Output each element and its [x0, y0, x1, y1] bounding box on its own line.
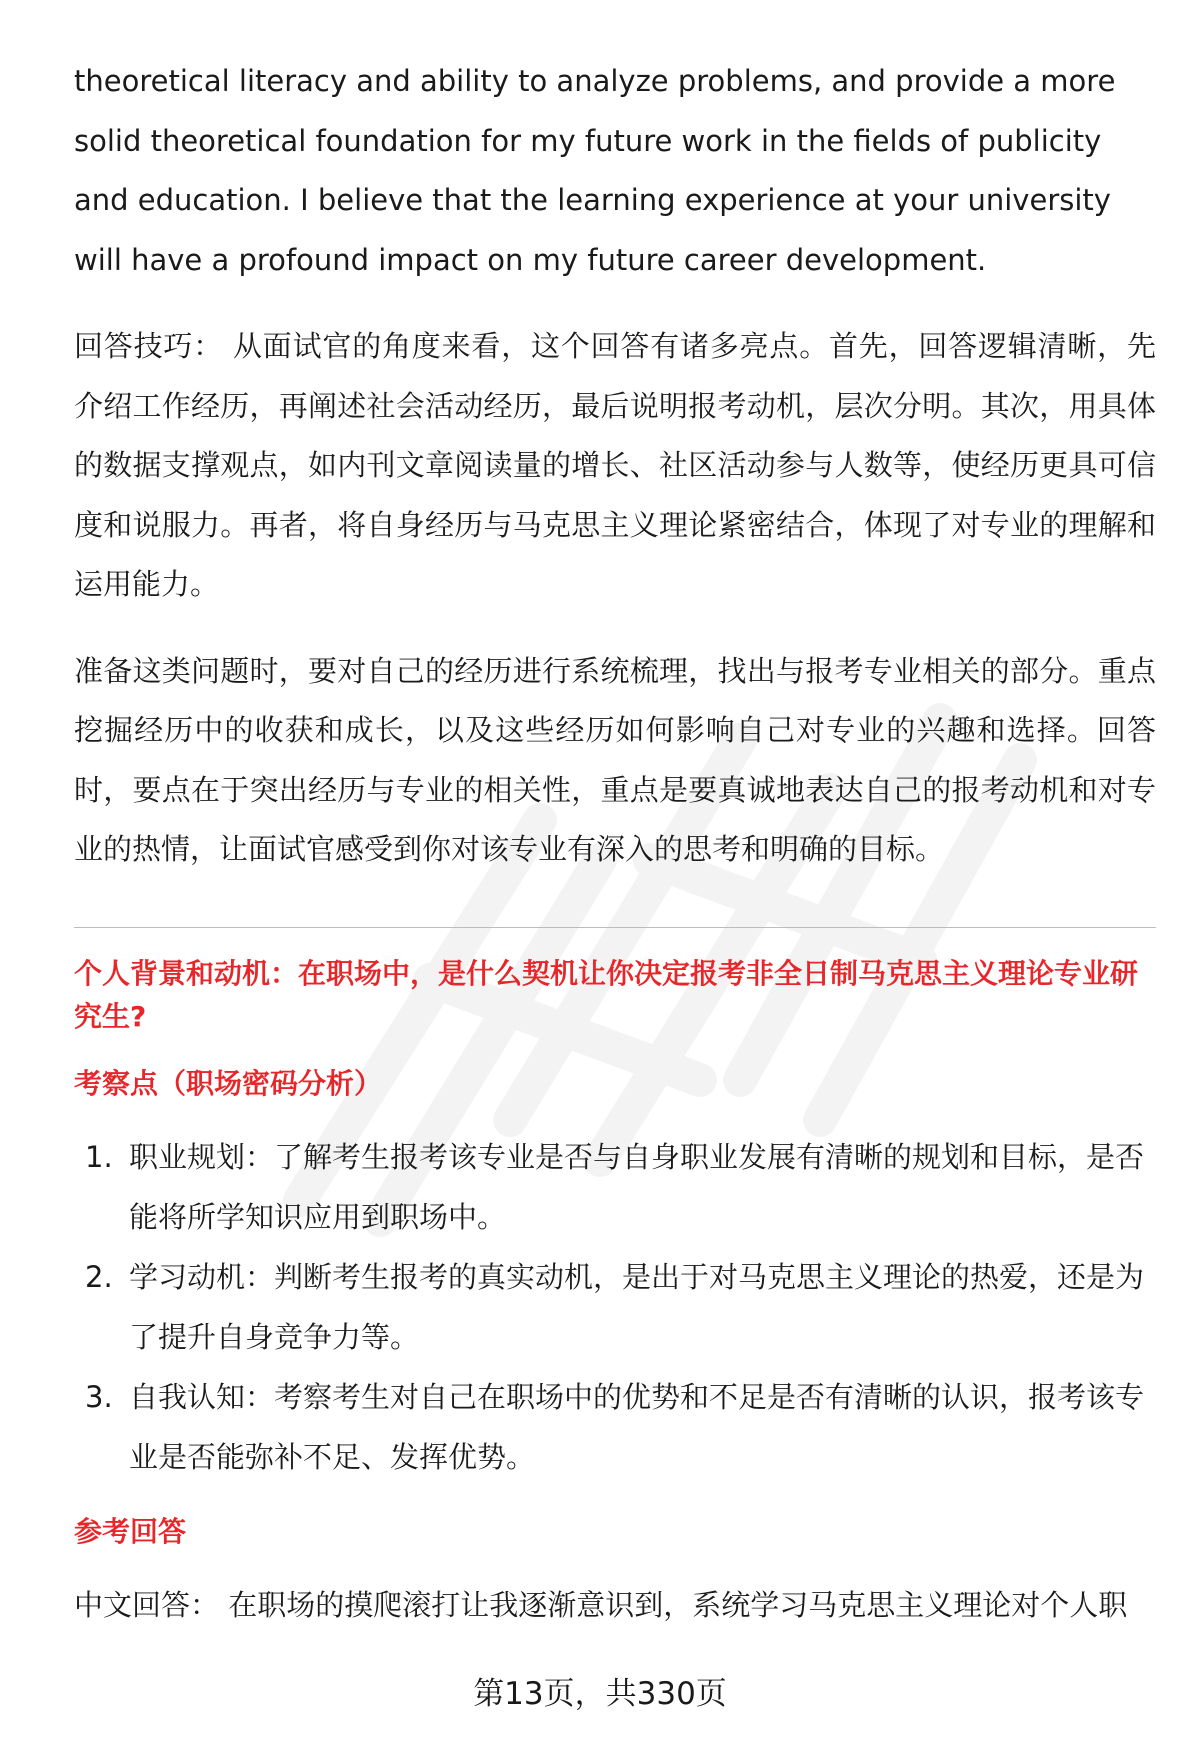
document-body [74, 52, 1156, 1635]
answer-tips-paragraph: 回答技巧： 从面试官的角度来看，这个回答有诸多亮点。首先，回答逻辑清晰，先介绍工作经历，再阐述社会活动经历，最后说明报考动机，层次分明。其次，用具体的数据支撑观点，如内刊文章阅读量的增长、社区活动参与人数等，使经历更具可信度和说服力。再者，将自身经历与马克思主义理论紧密结合，体现了对专业的理解和运用能力。 [74, 329, 1156, 601]
list-item-number: 2. [85, 1259, 113, 1294]
list-item-text: 自我认知：考察考生对自己在职场中的优势和不足是否有清晰的认识，报考该专业是否能弥补不足、发挥优势。 [129, 1379, 1145, 1474]
list-item-number: 1. [85, 1139, 113, 1174]
question-heading: 个人背景和动机：在职场中，是什么契机让你决定报考非全日制马克思主义理论专业研究生? [74, 956, 1139, 1033]
list-item [74, 1127, 1156, 1247]
list-item-text: 学习动机：判断考生报考的真实动机，是出于对马克思主义理论的热爱，还是为了提升自身竞争力等。 [129, 1259, 1145, 1354]
analysis-points-list [74, 1127, 1156, 1487]
page-number-footer: 第13页，共330页 [473, 1676, 727, 1712]
list-item-text: 职业规划：了解考生报考该专业是否与自身职业发展有清晰的规划和目标，是否能将所学知识应用到职场中。 [129, 1139, 1145, 1234]
list-item [74, 1247, 1156, 1367]
section-divider [74, 927, 1156, 928]
analysis-heading: 考察点（职场密码分析） [74, 1066, 383, 1100]
preparation-advice-paragraph: 准备这类问题时，要对自己的经历进行系统梳理，找出与报考专业相关的部分。重点挖掘经历中的收获和成长，以及这些经历如何影响自己对专业的兴趣和选择。回答时，要点在于突出经历与专业的相关性，重点是要真诚地表达自己的报考动机和对专业的热情，让面试官感受到你对该专业有深入的思考和明确的目标。 [74, 653, 1156, 866]
chinese-answer-start: 中文回答： 在职场的摸爬滚打让我逐渐意识到，系统学习马克思主义理论对个人职 [74, 1587, 1128, 1622]
list-item [74, 1367, 1156, 1487]
english-answer-tail: theoretical literacy and ability to analyze problems, and provide a more solid theoretical foundation for my future work in the fields of publicity and education. I believe that the learning experience at your university will have a profound impact on my future career development. [74, 64, 1116, 277]
list-item-number: 3. [85, 1379, 113, 1414]
reference-answer-heading: 参考回答 [74, 1514, 187, 1548]
